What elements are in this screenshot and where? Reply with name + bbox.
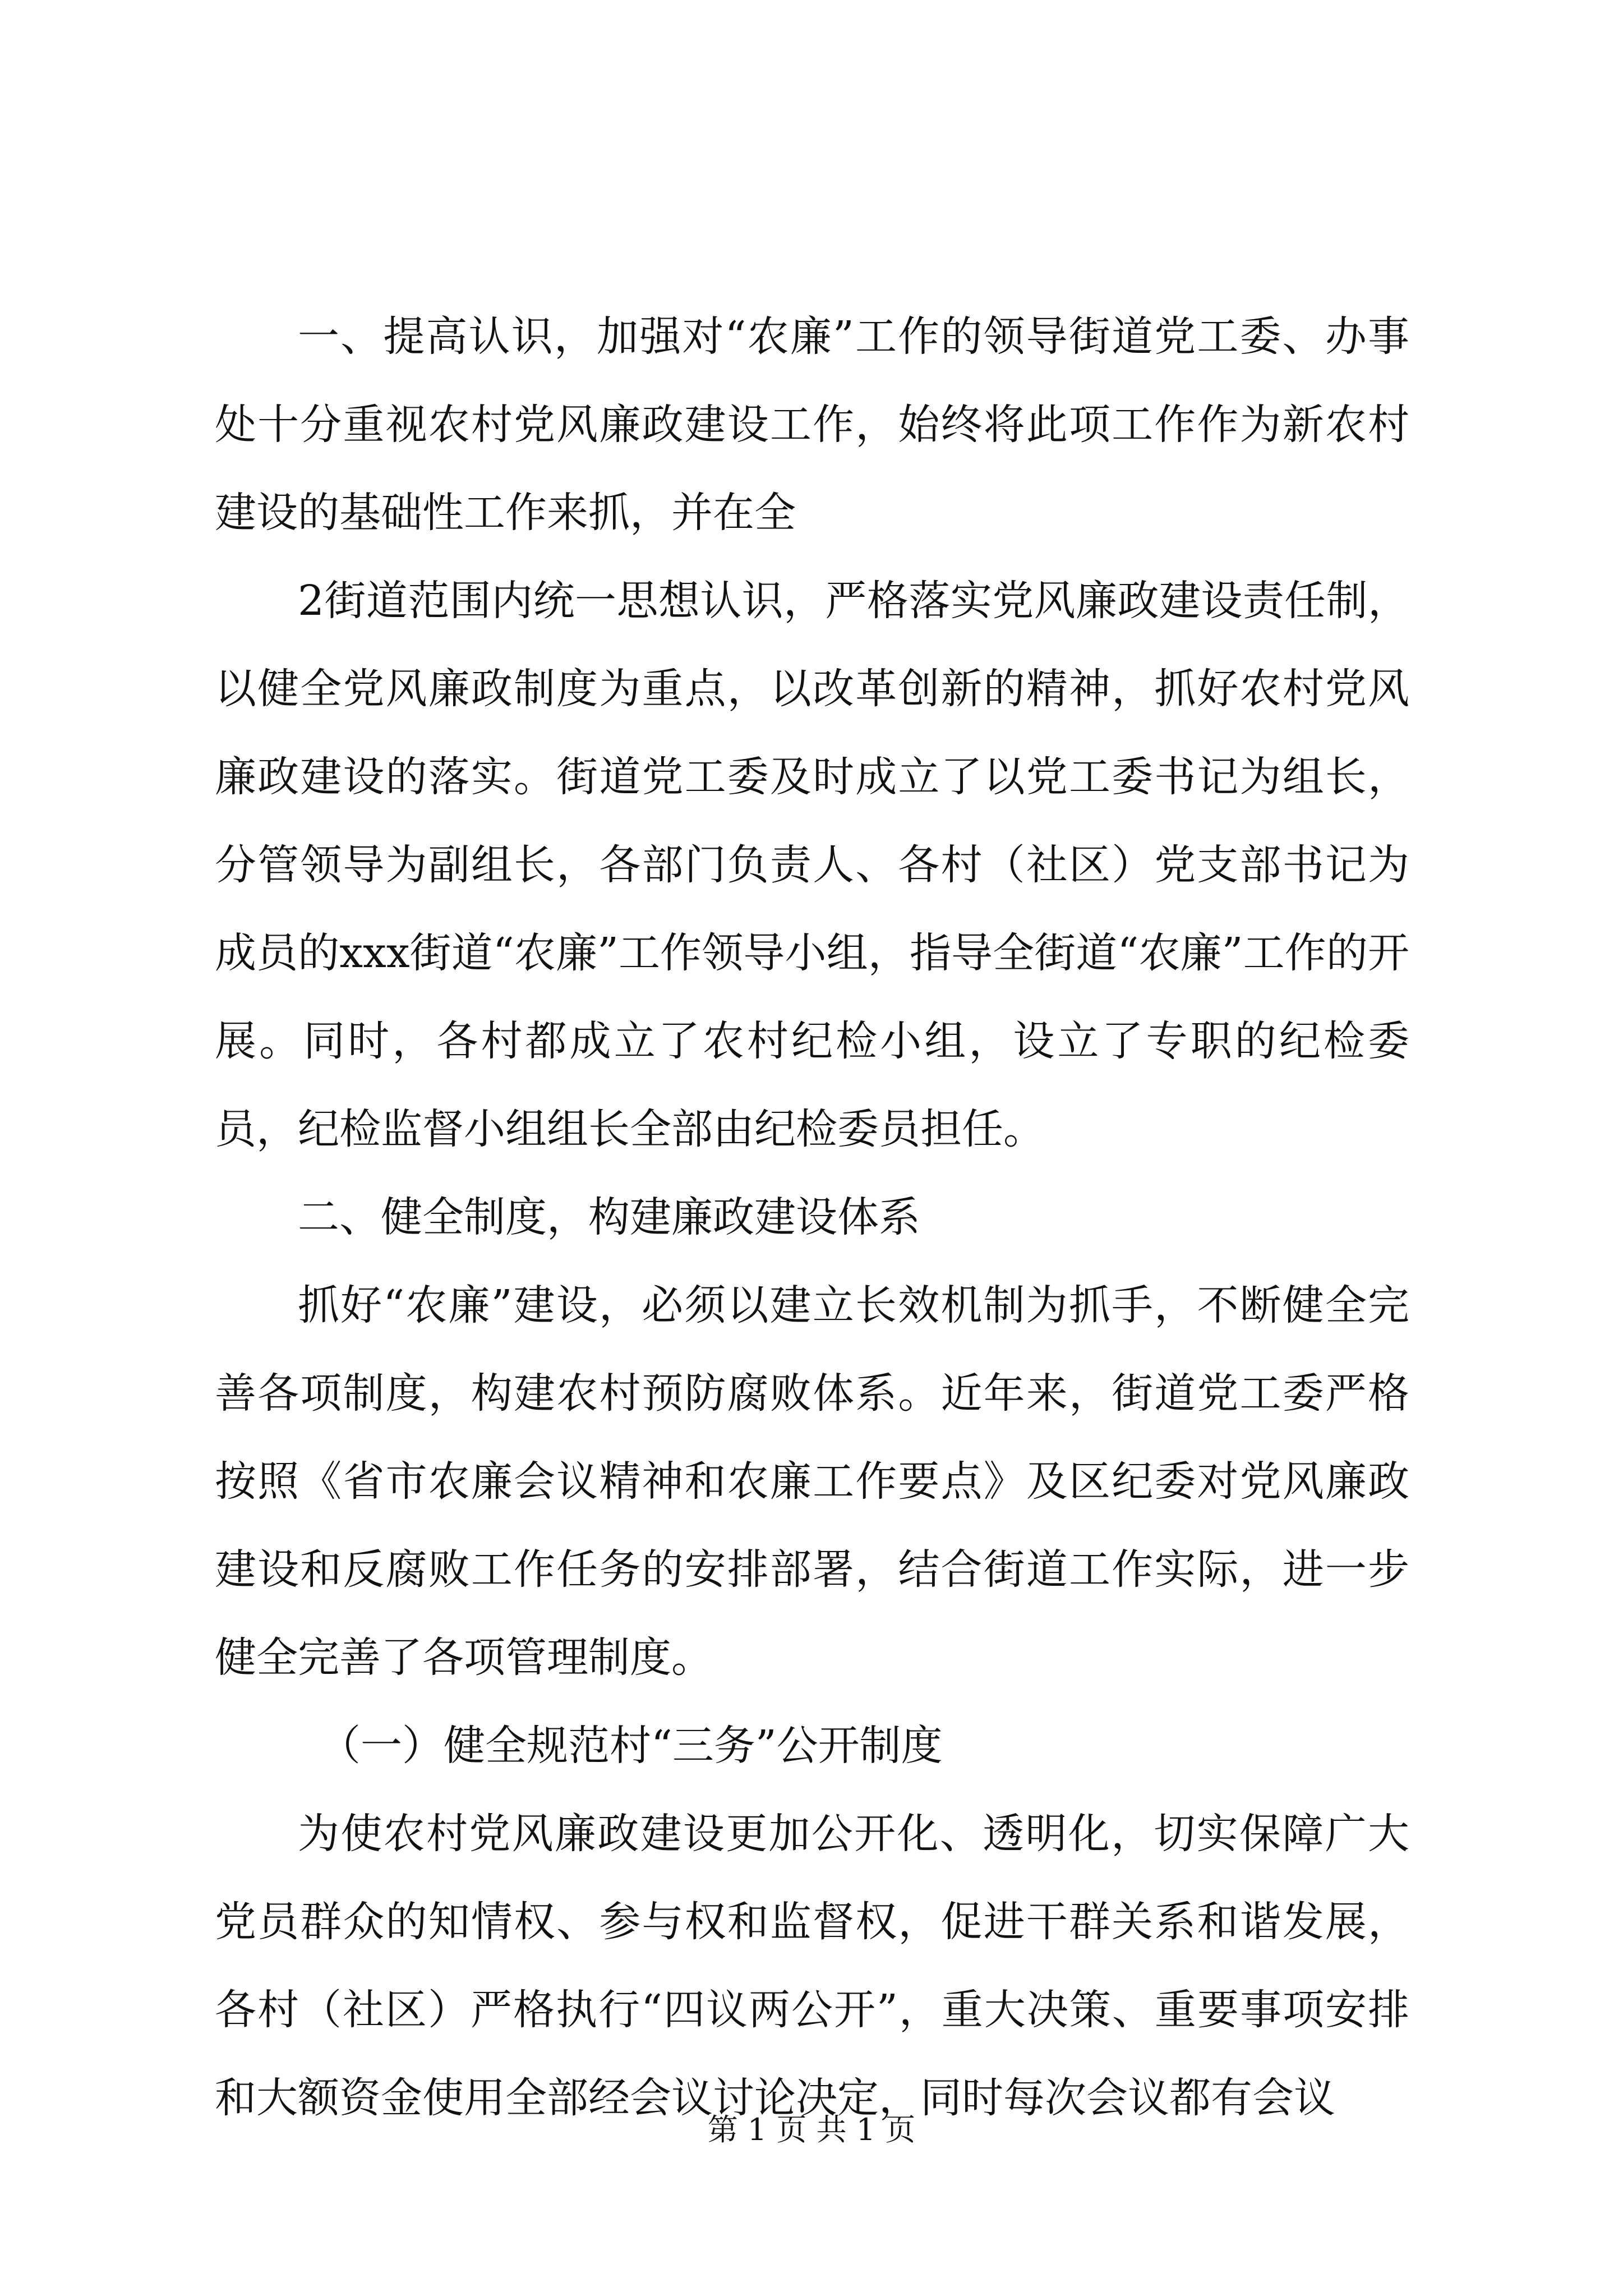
page-number: 第 1 页 共 1 页 [707, 2112, 916, 2147]
document-body [215, 293, 1409, 2142]
paragraph-system-building: 抓好“农廉”建设，必须以建立长效机制为抓手，不断健全完善各项制度，构建农村预防腐败体系。近年来，街道党工委严格按照《省市农廉会议精神和农廉工作要点》及区纪委对党风廉政建设和反腐败工作任务的安排部署，结合街道工作实际，进一步健全完善了各项管理制度。 [215, 1281, 1409, 1682]
paragraph-leadership-group: 2街道范围内统一思想认识，严格落实党风廉政建设责任制，以健全党风廉政制度为重点，以改革创新的精神，抓好农村党风廉政建设的落实。街道党工委及时成立了以党工委书记为组长，分管领导为副组长，各部门负责人、各村（社区）党支部书记为成员的xxx街道“农廉”工作领导小组，指导全街道“农廉”工作的开展。同时，各村都成立了农村纪检小组，设立了专职的纪检委员，纪检监督小组组长全部由纪检委员担任。 [215, 577, 1409, 1153]
paragraph-section-two-heading: 二、健全制度，构建廉政建设体系 [298, 1193, 920, 1241]
page-footer [0, 2110, 1623, 2150]
paragraph-subsection-one-heading: （一）健全规范村“三务”公开制度 [319, 1722, 943, 1770]
paragraph-section-one-heading: 一、提高认识，加强对“农廉”工作的领导街道党工委、办事处十分重视农村党风廉政建设工作，始终将此项工作作为新农村建设的基础性工作来抓，并在全 [215, 312, 1409, 537]
paragraph-open-affairs: 为使农村党风廉政建设更加公开化、透明化，切实保障广大党员群众的知情权、参与权和监督权，促进干群关系和谐发展，各村（社区）严格执行“四议两公开”，重大决策、重要事项安排和大额资金使用全部经会议讨论决定，同时每次会议都有会议 [215, 1810, 1409, 2122]
